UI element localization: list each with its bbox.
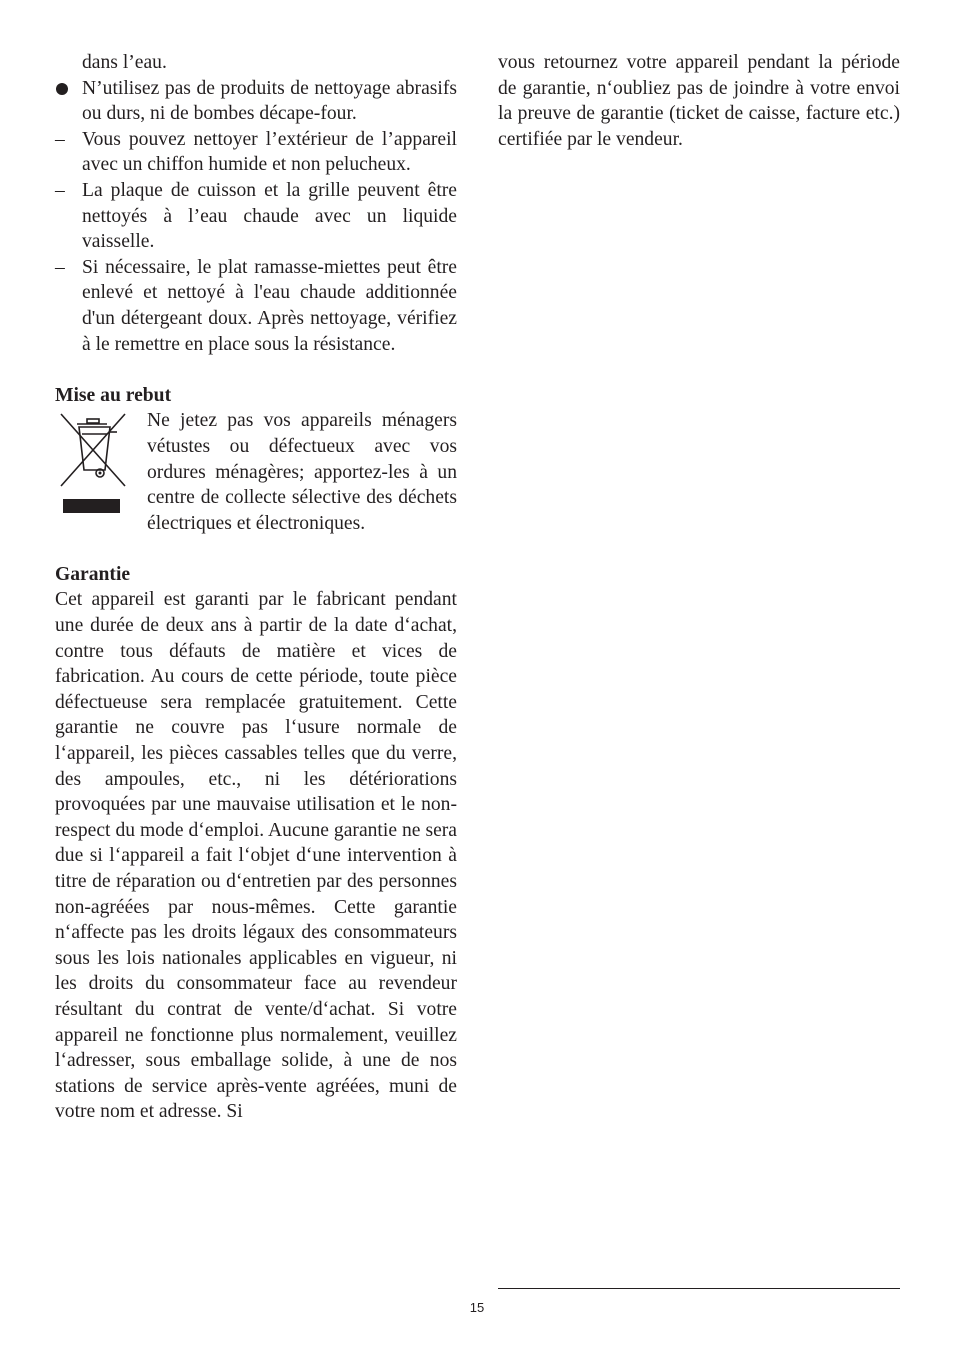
warranty-text-continued: vous retournez votre appareil pendant la période de garantie, n‘oubliez pas de joindre à votre envoi la preuve de garantie (ticket de caisse, facture etc.) certifiée par le vendeur. bbox=[498, 52, 900, 150]
disposal-text: Ne jetez pas vos appareils ménagers vétustes ou défectueux avec vos ordures ménagères; apportez-les à un centre de collecte sélective des déchets électriques et électroniques. bbox=[147, 410, 457, 534]
list-item-text: N’utilisez pas de produits de nettoyage abrasifs ou durs, ni de bombes décape-four. bbox=[82, 77, 457, 125]
cleaning-list bbox=[55, 76, 457, 358]
bullet-icon bbox=[55, 76, 68, 95]
left-column bbox=[55, 50, 457, 1125]
list-item-text: Vous pouvez nettoyer l’extérieur de l’appareil avec un chiffon humide et non pelucheux. bbox=[82, 128, 457, 176]
dash-marker: – bbox=[55, 179, 65, 201]
footer-rule bbox=[498, 1288, 900, 1289]
dash-marker: – bbox=[55, 256, 65, 278]
disposal-section bbox=[55, 408, 457, 536]
list-item bbox=[55, 76, 457, 127]
disposal-heading: Mise au rebut bbox=[55, 384, 172, 406]
right-column bbox=[498, 50, 900, 152]
page-number: 15 bbox=[469, 1300, 485, 1315]
list-item-text: La plaque de cuisson et la grille peuvent être nettoyés à l’eau chaude avec un liquide vaisselle. bbox=[82, 179, 457, 253]
list-item bbox=[55, 178, 457, 255]
warranty-heading: Garantie bbox=[55, 563, 131, 585]
warranty-text: Cet appareil est garanti par le fabricant pendant une durée de deux ans à partir de la date d‘achat, contre tous défauts de matière et vices de fabrication. Au cours de cette période, toute pièce défectueuse sera remplacée gratuitement. Cette garantie ne couvre pas l‘usure normale de l‘appareil, les pièces cassables telles que du verre, des ampoules, etc., ni les détériorations provoquées par une mauvaise utilisation et le non-respect du mode d‘emploi. Aucune garantie ne sera due si l‘appareil a fait l‘objet d‘une intervention à titre de réparation ou d‘entretien par des personnes non-agréées par nous-mêmes. Cette garantie n‘affecte pas les droits légaux des consommateurs sous les lois nationales applicables en vigueur, ni les droits du consommateur face au revendeur résultant du contrat de vente/d‘achat. Si votre appareil ne fonctionne plus normalement, veuillez l‘adresser, sous emballage solide, à une de nos stations de service après-vente agréées, muni de votre nom et adresse. Si bbox=[55, 589, 457, 1123]
list-item bbox=[55, 127, 457, 178]
crossed-out-wheelie-bin-icon bbox=[55, 410, 135, 517]
list-item-text: Si nécessaire, le plat ramasse-miettes peut être enlevé et nettoyé à l'eau chaude additionnée d'un détergeant doux. Après nettoyage, vérifiez à le remettre en place sous la résistance. bbox=[82, 256, 457, 355]
continuation-line: dans l’eau. bbox=[82, 52, 167, 73]
dash-marker: – bbox=[55, 128, 65, 150]
list-item bbox=[55, 255, 457, 357]
